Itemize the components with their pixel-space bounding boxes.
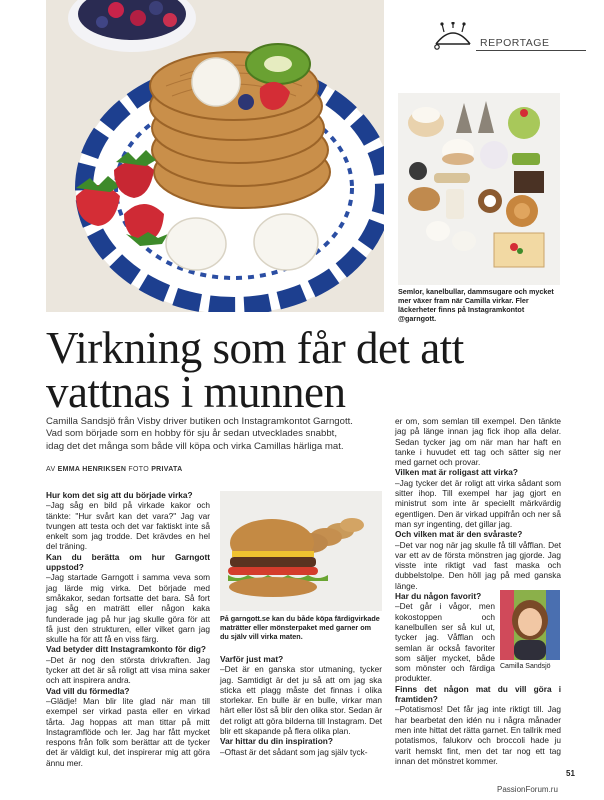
qa-item: [220, 654, 382, 736]
headline-line-2: vattnas i munnen: [46, 367, 346, 417]
question: Kan du berätta om hur Garngott uppstod?: [46, 551, 210, 573]
qa-item: [395, 684, 561, 766]
section-label: REPORTAGE: [480, 37, 550, 49]
qa-item: [46, 686, 210, 768]
qa-item: [395, 529, 561, 591]
answer: –Potatismos! Det får jag inte riktigt till. Jag har bearbetat den idén nu i några månader men inte hittat det rätta garnet. En tallrik med potatismos, falukorv och broccoli hade ju varit hemskt fint, men det tar nog ett tag innan det mönstret kommer.: [395, 704, 561, 766]
answer: –Jag startade Garngott i samma veva som jag lärde mig virka. Det började med småkakor, sedan fortsatte det bara. Så fort jag såg en maträtt eller någon kaka funderade jag på hur jag skulle göra för att få just den strukturen, eller vilket garn jag skulle ha för att få en viss färg.: [46, 572, 210, 645]
answer: –Oftast är det sådant som jag själv tyck-: [220, 746, 368, 757]
caption-sweets: Semlor, kanelbullar, dammsugare och mycket mer växer fram när Camilla virkar. Fler läckerheter finns på Instagramkontot @garngott.: [398, 287, 554, 323]
qa-item: [46, 644, 210, 685]
caption-burgers: På garngott.se kan du både köpa färdigvirkade maträtter eller mönsterpaket med garner om du själv vill virka maten.: [220, 614, 380, 641]
byline-photo-prefix: FOTO: [128, 466, 149, 473]
question: Vad vill du förmedla?: [46, 685, 130, 696]
question: Har du någon favorit?: [395, 591, 482, 602]
qa-item: [220, 736, 382, 757]
question: Var hittar du din inspiration?: [220, 736, 333, 747]
caption-portrait: Camilla Sandsjö: [500, 663, 551, 670]
byline-photographer: PRIVATA: [151, 466, 183, 473]
column-2: [220, 654, 382, 757]
question: Och vilken mat är den svåraste?: [395, 529, 523, 540]
answer: –Det går i vågor, men kokostoppen och kanelbullen ser så kul ut, tycker jag. Våfflan och semlan är också favoriter som säljer mycket, både som mönster och färdiga produkter.: [395, 601, 495, 684]
qa-item: [395, 467, 561, 529]
column-1: [46, 490, 210, 768]
lead-paragraph: Camilla Sandsjö från Visby driver butiken och Instagramkontot Garngott. Vad som började som en hobby för sju år sedan utvecklades snabbt, idag det det många som både vill köpa och virka Camillas härliga mat.: [46, 416, 353, 452]
main-photo: [46, 0, 384, 312]
answer: er om, som semlan till exempel. Den tänkte jag på länge innan jag fick ihop alla delar. Sedan tycker jag om när man har haft en tanke i huvudet ett tag och sätter sig ner med garnet och provar.: [395, 416, 561, 468]
burger-photo: [220, 491, 382, 611]
sweets-photo: [398, 93, 560, 285]
answer: –Det är nog den största drivkraften. Jag tycker att det är så roligt att visa mina saker och att inspirera andra.: [46, 654, 210, 686]
qa-item: [46, 552, 210, 645]
answer: –Jag såg en bild på virkade kakor och tänkte: "Hur svårt kan det vara?" Jag var tvungen att testa och det var faktiskt inte så enkelt som jag trodde. Det krävdes en hel del träning.: [46, 500, 210, 552]
watermark: PassionForum.ru: [497, 785, 558, 794]
answer: –Jag tycker det är roligt att virka sådant som sitter ihop. Till exempel har jag gjort en ministrut som inte är speciellt märkvärdig egentligen. Den är virkad uppifrån och ner så man syr ingenting, det gillar jag.: [395, 477, 561, 529]
pincushion-icon: [432, 22, 474, 50]
page-number: 51: [566, 769, 575, 778]
byline-author: EMMA HENRIKSEN: [57, 466, 127, 473]
headline: [46, 323, 566, 417]
answer: –Det är en ganska stor utmaning, tycker jag. Samtidigt är det ju så att om jag ska sticka ett plagg måste det finnas i olika storlekar. En bulle är en bulle, virkar man härt eller löst så blir den olika stor. Sedan är det roligt att göra bilderna till Instagram. Det blir ett skapande på flera olika plan.: [220, 664, 382, 737]
question: Vilken mat är roligast att virka?: [395, 467, 518, 478]
qa-item: [395, 416, 561, 467]
portrait-photo: [500, 590, 560, 660]
section-rule: [476, 50, 586, 51]
question: Hur kom det sig att du började virka?: [46, 490, 193, 500]
qa-item: [395, 591, 495, 684]
headline-line-1: Virkning som får det att: [46, 323, 464, 373]
question: Vad betyder ditt Instagramkonto för dig?: [46, 644, 206, 655]
answer: –Det var nog när jag skulle få till våfflan. Det var ett av de första mönstren jag gjorde. Jag visste inte riktigt vad fast maska och dubbelstolpe. Den höll jag på med ganska länge.: [395, 539, 561, 591]
qa-item: [46, 490, 210, 552]
question: Finns det någon mat du vill göra i framtiden?: [395, 683, 561, 705]
question: Varför just mat?: [220, 654, 284, 664]
byline: [46, 466, 182, 473]
byline-prefix: AV: [46, 466, 56, 473]
answer: –Glädje! Man blir lite glad när man till exempel ser virkad pasta eller en virkad tårta. Jag hoppas att man tittar på mitt Instagramflöde och ler. Jag har fått mycket respons från folk som berättar att de tycker det är väldigt kul, det inspirerar mig att göra ännu mer.: [46, 695, 210, 768]
